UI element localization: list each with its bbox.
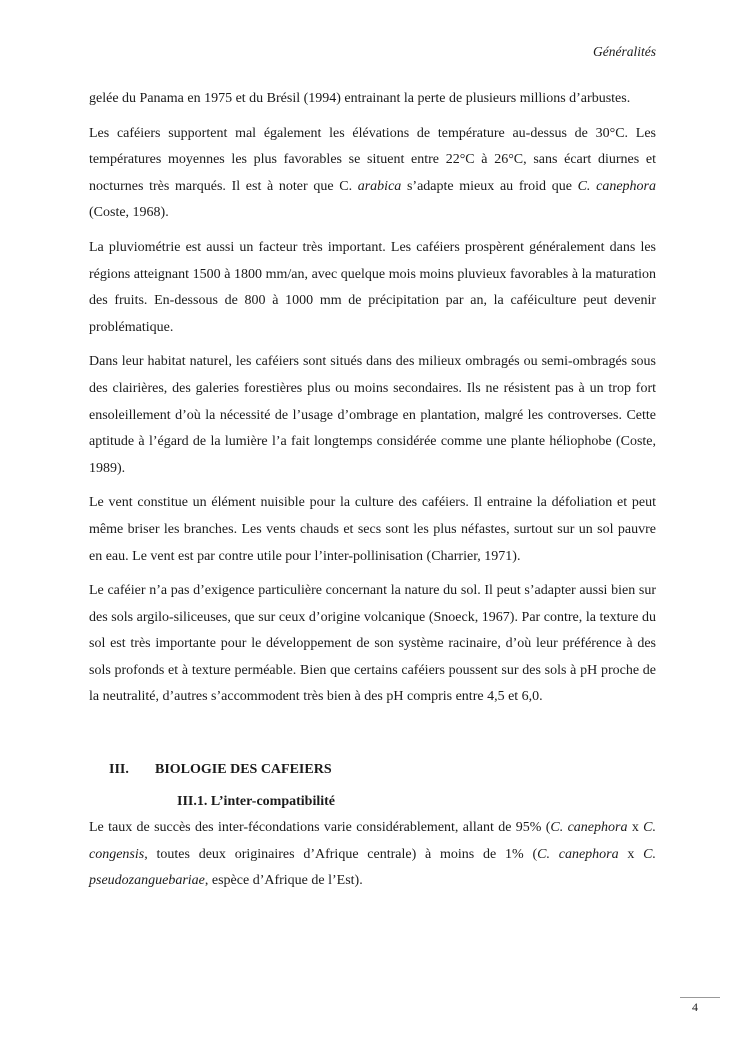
section-title: BIOLOGIE DES CAFEIERS	[155, 762, 332, 778]
text-run: La pluviométrie est aussi un facteur très important. Les caféiers prospèrent généralement dans les régions atteignant 1500 à 1800 mm/an, avec quelque mois moins pluvieux favorables à la maturation des fruits. En-dessous de 800 à 1000 mm de précipitation par an, la caféiculture peut devenir problématique.	[89, 239, 656, 335]
text-run: Le vent constitue un élément nuisible pour la culture des caféiers. Il entraine la défoliation et peut même briser les branches. Les vents chauds et secs sont les plus néfastes, surtout sur un sol pauvre en eau. Le vent est par contre utile pour l’inter-pollinisation (Charrier, 1971).	[89, 495, 656, 564]
italic-text-run: C. canephora	[550, 820, 628, 836]
paragraph	[89, 578, 656, 711]
text-run: (Coste, 1968).	[89, 205, 169, 221]
italic-text-run: C. congensis	[89, 820, 657, 862]
text-run: , toutes deux originaires d’Afrique centrale) à moins de 1% (	[144, 846, 538, 862]
paragraph	[89, 86, 656, 113]
text-run: x	[627, 820, 644, 836]
page-body	[89, 86, 656, 895]
paragraph	[89, 490, 656, 570]
page-number: 4	[692, 1000, 698, 1014]
text-run: gelée du Panama en 1975 et du Brésil (1994) entrainant la perte de plusieurs millions d’arbustes.	[89, 91, 631, 106]
paragraph	[89, 121, 656, 227]
italic-text-run: C. canephora	[537, 846, 619, 862]
text-run: Le taux de succès des inter-fécondations varie considérablement, allant de 95% (	[89, 820, 551, 836]
text-run: x	[618, 846, 644, 862]
italic-text-run: C. pseudozanguebariae	[89, 846, 657, 889]
paragraph	[89, 349, 656, 482]
italic-text-run: C. canephora	[577, 178, 656, 194]
italic-text-run: arabica	[357, 178, 402, 194]
section-number: III.	[109, 762, 129, 778]
subsection-heading: III.1. L’inter-compatibilité	[177, 794, 336, 810]
text-run: Le caféier n’a pas d’exigence particulière concernant la nature du sol. Il peut s’adapter aussi bien sur des sols argilo-siliceuses, que sur ceux d’origine volcanique (Snoeck, 1967). Par contre, la texture du sol est très importante pour le développement de son système racinaire, d’où leur préférence à des sols profonds et à texture perméable. Bien que certains caféiers poussent sur des sols à pH proche de la neutralité, d’autres s’accommodent très bien à des pH compris entre 4,5 et 6,0.	[89, 583, 656, 705]
text-run: Dans leur habitat naturel, les caféiers sont situés dans des milieux ombragés ou semi-ombragés sous des clairières, des galeries forestières plus ou moins secondaires. Ils ne résistent pas à un trop fort ensoleillement d’où la nécessité de l’usage d’ombrage en plantation, malgré les controverses. Cette aptitude à l’égard de la lumière l’a fait longtemps considérée comme une plante héliophobe (Coste, 1989).	[89, 354, 656, 476]
section-heading	[89, 757, 656, 783]
paragraph	[89, 235, 656, 341]
paragraph	[89, 815, 656, 895]
footer-rule	[680, 997, 720, 998]
text-run: s’adapte mieux au froid que	[401, 178, 578, 194]
text-run: Les caféiers supportent mal également les élévations de température au-dessus de 30°C. Les températures moyennes les plus favorables se situent entre 22°C à 26°C, sans écart diurnes et nocturnes très marqués. Il est à noter que C.	[89, 125, 656, 194]
running-header: Généralités	[593, 44, 656, 59]
text-run: , espèce d’Afrique de l’Est).	[204, 873, 363, 889]
